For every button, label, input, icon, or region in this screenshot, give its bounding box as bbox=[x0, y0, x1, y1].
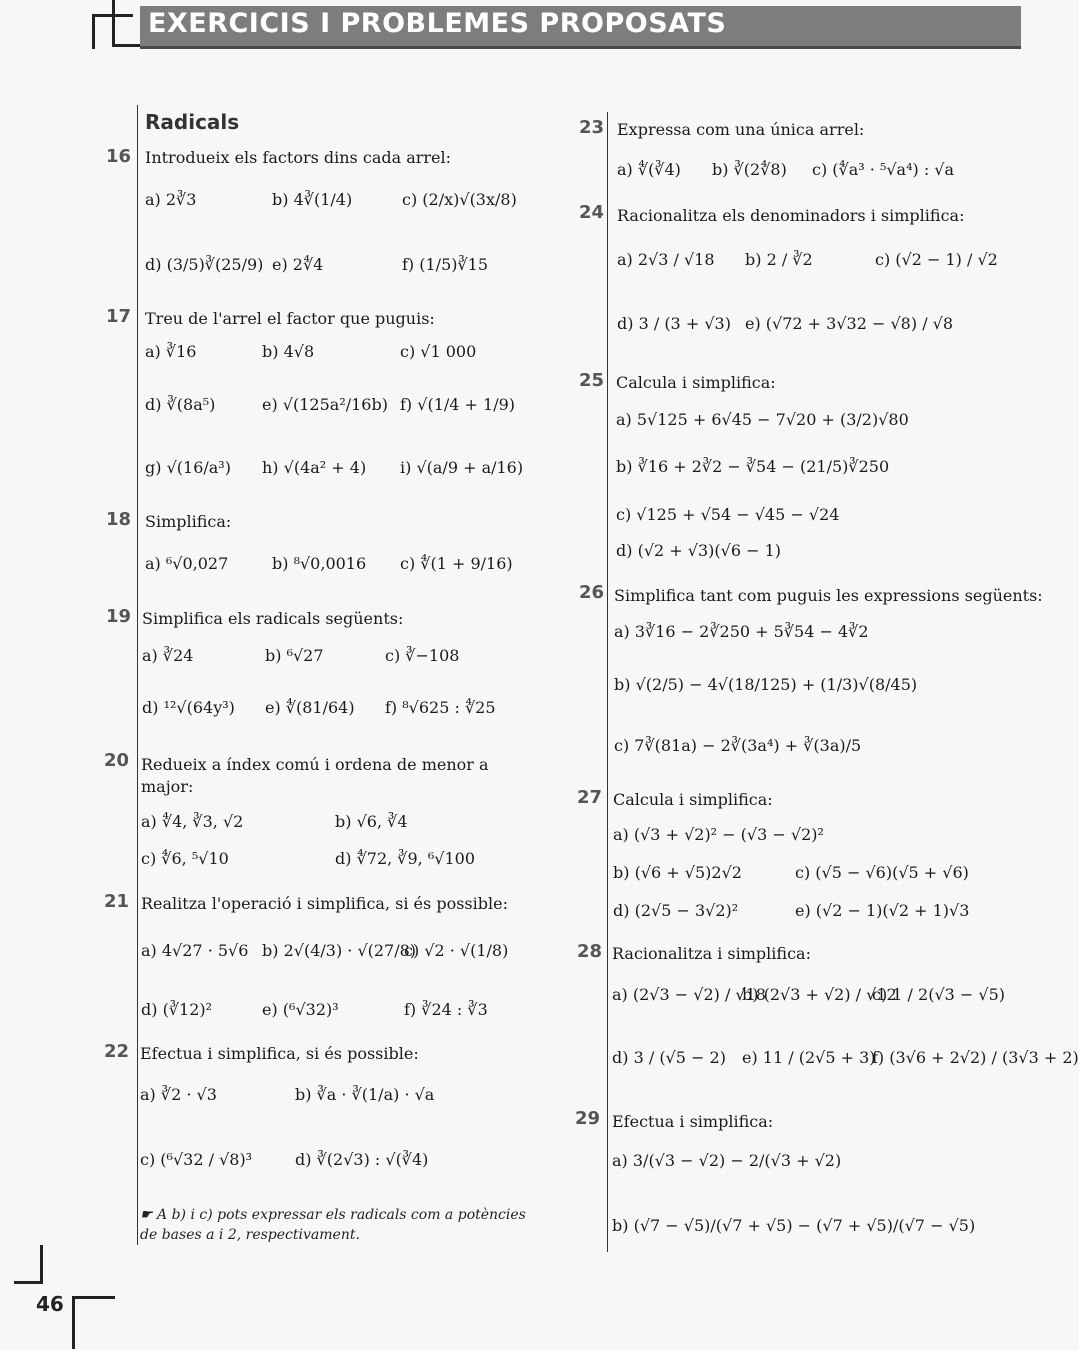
exercise-item: b) √(2/5) − 4√(18/125) + (1/3)√(8/45) bbox=[614, 675, 918, 694]
exercise-item: b) √6, ∛4 bbox=[335, 812, 408, 831]
exercise-item: b) ∛a · ∛(1/a) · √a bbox=[295, 1085, 435, 1104]
exercise-item: f) (3√6 + 2√2) / (3√3 + 2) bbox=[872, 1048, 1079, 1067]
exercise-item: c) √1 000 bbox=[400, 342, 477, 361]
exercise-item: c) √2 · √(1/8) bbox=[404, 941, 509, 960]
exercise-number: 29 bbox=[575, 1108, 601, 1129]
exercise-item: b) 4∛(1/4) bbox=[272, 190, 353, 209]
exercise-item: a) 4√27 · 5√6 bbox=[141, 941, 249, 960]
exercise-item: b) ⁸√0,0016 bbox=[272, 554, 367, 573]
exercise-item: g) √(16/a³) bbox=[145, 458, 231, 477]
exercise-statement: Simplifica: bbox=[145, 512, 232, 531]
section-heading: Radicals bbox=[145, 110, 240, 134]
exercise-item: b) 4√8 bbox=[262, 342, 315, 361]
exercise-item: d) 3 / (√5 − 2) bbox=[612, 1048, 726, 1067]
exercise-item: e) (√72 + 3√32 − √8) / √8 bbox=[745, 314, 954, 333]
exercise-number: 22 bbox=[104, 1041, 130, 1062]
exercise-item: a) ∛2 · √3 bbox=[140, 1085, 217, 1104]
exercise-item: c) 7∛(81a) − 2∛(3a⁴) + ∛(3a)/5 bbox=[614, 736, 862, 755]
exercise-item: e) √(125a²/16b) bbox=[262, 395, 388, 414]
right-column-rule bbox=[607, 112, 608, 1252]
exercise-statement: Efectua i simplifica, si és possible: bbox=[140, 1044, 419, 1063]
exercise-item: b) 2 / ∛2 bbox=[745, 250, 813, 269]
exercise-item: b) ∛(2∜8) bbox=[712, 160, 787, 179]
exercise-item: e) (√2 − 1)(√2 + 1)√3 bbox=[795, 901, 970, 920]
exercise-item: e) 2∜4 bbox=[272, 255, 324, 274]
hint-note-text: A b) i c) pots expressar els radicals com a potències de bases a i 2, respectivament. bbox=[140, 1207, 526, 1243]
exercise-number: 27 bbox=[577, 787, 603, 808]
exercise-item: c) (⁶√32 / √8)³ bbox=[140, 1150, 253, 1169]
exercise-number: 18 bbox=[106, 509, 132, 530]
exercise-number: 28 bbox=[577, 941, 603, 962]
exercise-item: a) ∛16 bbox=[145, 342, 197, 361]
exercise-number: 26 bbox=[579, 582, 605, 603]
exercise-item: d) (∛12)² bbox=[141, 1000, 213, 1019]
exercise-statement: Introdueix els factors dins cada arrel: bbox=[145, 148, 452, 167]
exercise-item: d) ¹²√(64y³) bbox=[142, 698, 235, 717]
exercise-item: i) √(a/9 + a/16) bbox=[400, 458, 524, 477]
exercise-item: a) 3∛16 − 2∛250 + 5∛54 − 4∛2 bbox=[614, 622, 869, 641]
exercise-number: 16 bbox=[106, 146, 132, 167]
exercise-statement: Realitza l'operació i simplifica, si és possible: bbox=[141, 894, 508, 913]
exercise-item: f) ⁸√625 : ∜25 bbox=[385, 698, 496, 717]
exercise-item: c) (∜a³ · ⁵√a⁴) : √a bbox=[812, 160, 955, 179]
exercise-item: d) (2√5 − 3√2)² bbox=[613, 901, 739, 920]
exercise-item: d) (3/5)∛(25/9) bbox=[145, 255, 264, 274]
exercise-item: c) 1 / 2(√3 − √5) bbox=[872, 985, 1006, 1004]
exercise-item: c) (2/x)√(3x/8) bbox=[402, 190, 517, 209]
exercise-item: a) ∛24 bbox=[142, 646, 194, 665]
exercise-number: 19 bbox=[106, 606, 132, 627]
exercise-statement: Racionalitza els denominadors i simplifica: bbox=[617, 206, 965, 225]
exercise-item: e) 11 / (2√5 + 3) bbox=[742, 1048, 876, 1067]
exercise-item: d) 3 / (3 + √3) bbox=[617, 314, 731, 333]
exercise-item: d) ∜72, ∛9, ⁶√100 bbox=[335, 849, 475, 868]
exercise-item: a) 2∛3 bbox=[145, 190, 197, 209]
exercise-item: c) √125 + √54 − √45 − √24 bbox=[616, 505, 840, 524]
exercise-item: c) ∜(1 + 9/16) bbox=[400, 554, 513, 573]
exercise-item: c) (√5 − √6)(√5 + √6) bbox=[795, 863, 969, 882]
exercise-item: b) (√6 + √5)2√2 bbox=[613, 863, 742, 882]
exercise-item: a) (√3 + √2)² − (√3 − √2)² bbox=[613, 825, 824, 844]
exercise-statement: Calcula i simplifica: bbox=[613, 790, 773, 809]
left-column-rule bbox=[137, 105, 138, 1245]
exercise-item: a) 2√3 / √18 bbox=[617, 250, 715, 269]
exercise-statement: Simplifica tant com puguis les expressions següents: bbox=[614, 586, 1043, 605]
exercise-item: b) ∛16 + 2∛2 − ∛54 − (21/5)∛250 bbox=[616, 457, 890, 476]
exercise-item: d) ∛(2√3) : √(∛4) bbox=[295, 1150, 429, 1169]
exercise-item: f) ∛24 : ∛3 bbox=[404, 1000, 488, 1019]
exercise-item: a) ⁶√0,027 bbox=[145, 554, 229, 573]
exercise-statement: Calcula i simplifica: bbox=[616, 373, 776, 392]
page-number: 46 bbox=[36, 1292, 64, 1316]
exercise-item: a) 5√125 + 6√45 − 7√20 + (3/2)√80 bbox=[616, 410, 909, 429]
exercise-statement: Racionalitza i simplifica: bbox=[612, 944, 811, 963]
exercise-statement: Treu de l'arrel el factor que puguis: bbox=[145, 309, 435, 328]
exercise-item: b) (√7 − √5)/(√7 + √5) − (√7 + √5)/(√7 − √5) bbox=[612, 1216, 976, 1235]
exercise-item: b) 2√(4/3) · √(27/8) bbox=[262, 941, 417, 960]
page-title: EXERCICIS I PROBLEMES PROPOSATS bbox=[148, 8, 727, 39]
exercise-item: e) ∜(81/64) bbox=[265, 698, 355, 717]
exercise-statement: Expressa com una única arrel: bbox=[617, 120, 865, 139]
exercise-item: a) 3/(√3 − √2) − 2/(√3 + √2) bbox=[612, 1151, 842, 1170]
hint-note bbox=[140, 1205, 540, 1245]
page-corner-mark bbox=[14, 1245, 43, 1284]
exercise-item: b) ⁶√27 bbox=[265, 646, 324, 665]
exercise-number: 24 bbox=[579, 202, 605, 223]
exercise-item: b) (2√3 + √2) / √12 bbox=[742, 985, 897, 1004]
exercise-statement: Redueix a índex comú i ordena de menor a major: bbox=[141, 755, 489, 796]
exercise-item: c) ∜6, ⁵√10 bbox=[141, 849, 229, 868]
exercise-statement: Efectua i simplifica: bbox=[612, 1112, 774, 1131]
exercise-statement: Simplifica els radicals següents: bbox=[142, 609, 404, 628]
exercise-item: d) (√2 + √3)(√6 − 1) bbox=[616, 541, 781, 560]
exercise-item: a) ∜4, ∛3, √2 bbox=[141, 812, 244, 831]
exercise-number: 21 bbox=[104, 891, 130, 912]
exercise-number: 25 bbox=[579, 370, 605, 391]
exercise-item: a) (2√3 − √2) / √18 bbox=[612, 985, 766, 1004]
exercise-item: f) (1/5)∛15 bbox=[402, 255, 489, 274]
exercise-item: f) √(1/4 + 1/9) bbox=[400, 395, 516, 414]
pointing-hand-icon: ☛ bbox=[140, 1207, 158, 1223]
exercise-item: d) ∛(8a⁵) bbox=[145, 395, 216, 414]
exercise-number: 20 bbox=[104, 750, 130, 771]
header-corner-mark-small bbox=[92, 14, 133, 49]
exercise-number: 17 bbox=[106, 306, 132, 327]
exercise-item: c) ∛−108 bbox=[385, 646, 460, 665]
page-corner-mark-small bbox=[72, 1296, 115, 1349]
exercise-item: h) √(4a² + 4) bbox=[262, 458, 367, 477]
exercise-item: e) (⁶√32)³ bbox=[262, 1000, 339, 1019]
exercise-number: 23 bbox=[579, 117, 605, 138]
exercise-item: a) ∜(∛4) bbox=[617, 160, 681, 179]
exercise-item: c) (√2 − 1) / √2 bbox=[875, 250, 998, 269]
